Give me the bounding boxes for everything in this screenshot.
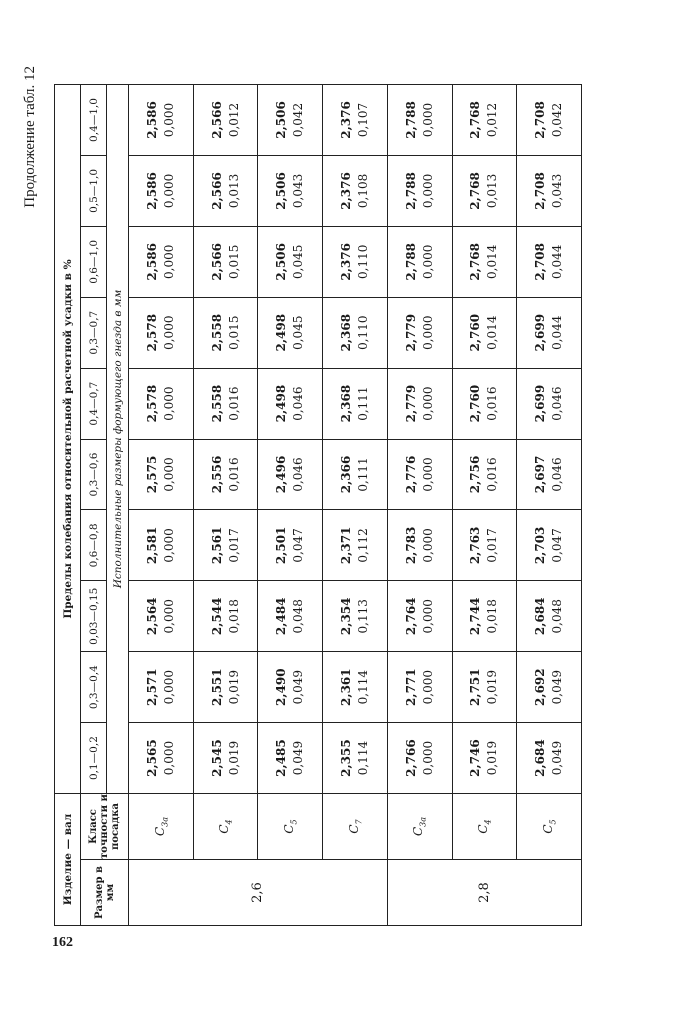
tolerance: 0,046 [550,386,565,421]
class-letter: C [540,824,555,834]
nominal-size: 2,376 [338,172,353,210]
tolerance: 0,015 [226,244,241,279]
nominal-size: 2,760 [468,384,483,423]
nominal-size: 2,485 [274,739,289,777]
nominal-size: 2,551 [209,668,224,706]
value-cell [193,85,258,156]
header-subheader: Исполнительные размеры формующего гнезда в мм [107,85,129,794]
size-cell: 2,8 [387,860,581,926]
class-letter: C [152,826,167,837]
header-range: 0,3—0,4 [81,652,107,723]
nominal-size: 2,756 [468,455,483,494]
nominal-size: 2,354 [338,597,353,636]
value-cell [517,439,582,510]
value-cell [387,85,452,156]
tolerance: 0,018 [485,599,500,634]
header-range: 0,6—0,8 [81,510,107,581]
tolerance: 0,013 [485,173,500,209]
class-letter: C [476,824,491,834]
tolerance: 0,049 [550,740,565,776]
tolerance: 0,111 [355,457,370,492]
tolerance: 0,000 [420,244,435,279]
table-row [258,85,323,926]
tolerance: 0,000 [161,740,176,776]
class-cell [517,794,582,860]
value-cell [323,723,388,794]
nominal-size: 2,586 [144,172,159,210]
class-cell [452,794,517,860]
value-cell [129,368,194,439]
class-cell [258,794,323,860]
tolerance: 0,016 [226,457,241,492]
value-cell [452,85,517,156]
nominal-size: 2,699 [533,313,548,352]
value-cell [193,581,258,652]
nominal-size: 2,484 [274,597,289,636]
value-cell [517,723,582,794]
nominal-size: 2,361 [338,668,353,706]
tolerance: 0,049 [291,740,306,776]
nominal-size: 2,760 [468,313,483,352]
tolerance: 0,114 [355,740,370,776]
tolerance: 0,014 [485,315,500,350]
tolerance: 0,110 [355,315,370,350]
tolerance: 0,000 [420,528,435,563]
nominal-size: 2,366 [338,455,353,494]
nominal-size: 2,708 [533,243,548,281]
nominal-size: 2,699 [533,384,548,423]
nominal-size: 2,768 [468,172,483,210]
tolerance: 0,045 [291,315,306,350]
nominal-size: 2,768 [468,243,483,281]
tolerance: 0,016 [226,386,241,421]
class-subscript: 7 [354,819,364,825]
header-size: Размер в мм [81,860,129,926]
tolerance: 0,042 [550,102,565,138]
value-cell [452,368,517,439]
tolerance: 0,000 [420,740,435,776]
tolerance: 0,000 [420,315,435,350]
value-cell [517,155,582,226]
nominal-size: 2,766 [403,739,418,777]
tolerance: 0,042 [291,102,306,138]
value-cell [129,510,194,581]
value-cell [129,439,194,510]
size-cell: 2,6 [129,860,388,926]
tolerance: 0,046 [291,386,306,421]
nominal-size: 2,586 [144,101,159,139]
value-cell [129,652,194,723]
header-range: 0,4—0,7 [81,368,107,439]
tolerance: 0,014 [485,244,500,279]
value-cell [387,652,452,723]
tolerance: 0,019 [226,669,241,705]
nominal-size: 2,788 [403,172,418,210]
page-number: 162 [52,935,73,950]
tolerance: 0,000 [420,457,435,492]
value-cell [452,510,517,581]
nominal-size: 2,788 [403,101,418,139]
tolerance: 0,017 [226,528,241,563]
tolerance: 0,012 [485,102,500,138]
value-cell [517,510,582,581]
value-cell [517,368,582,439]
table-body [129,85,582,926]
nominal-size: 2,783 [403,526,418,565]
value-cell [258,155,323,226]
tolerance: 0,019 [226,740,241,776]
value-cell [193,155,258,226]
value-cell [387,723,452,794]
nominal-size: 2,556 [209,455,224,494]
tolerance: 0,046 [291,457,306,492]
tolerance: 0,044 [550,244,565,279]
value-cell [258,439,323,510]
tolerance: 0,016 [485,386,500,421]
nominal-size: 2,768 [468,101,483,139]
nominal-size: 2,571 [144,668,159,706]
value-cell [323,226,388,297]
nominal-size: 2,581 [144,526,159,565]
tolerance: 0,019 [485,669,500,705]
tolerance: 0,000 [420,386,435,421]
tolerance: 0,000 [161,102,176,138]
value-cell [258,226,323,297]
class-cell [387,794,452,860]
class-subscript: 4 [224,819,234,825]
value-cell [129,85,194,156]
value-cell [387,368,452,439]
value-cell [452,155,517,226]
rotated-table-page [14,66,654,926]
nominal-size: 2,697 [533,455,548,494]
value-cell [258,85,323,156]
value-cell [129,226,194,297]
value-cell [517,652,582,723]
header-range: 0,03—0,15 [81,581,107,652]
nominal-size: 2,788 [403,243,418,281]
nominal-size: 2,498 [274,313,289,352]
value-cell [452,723,517,794]
nominal-size: 2,561 [209,526,224,565]
value-cell [387,510,452,581]
value-cell [387,439,452,510]
nominal-size: 2,498 [274,384,289,423]
nominal-size: 2,751 [468,668,483,706]
table-row [193,85,258,926]
table-caption: Продолжение табл. 12 [22,66,38,208]
value-cell [258,510,323,581]
nominal-size: 2,355 [338,739,353,777]
nominal-size: 2,708 [533,172,548,210]
nominal-size: 2,776 [403,455,418,494]
value-cell [452,652,517,723]
tolerance: 0,013 [226,173,241,209]
tolerance: 0,110 [355,244,370,279]
nominal-size: 2,692 [533,668,548,706]
tolerance: 0,000 [420,102,435,138]
table-row [387,85,452,926]
nominal-size: 2,506 [274,101,289,139]
value-cell [258,368,323,439]
value-cell [323,155,388,226]
tolerance: 0,000 [161,669,176,705]
nominal-size: 2,746 [468,739,483,777]
value-cell [323,368,388,439]
nominal-size: 2,779 [403,313,418,352]
value-cell [452,439,517,510]
tolerance: 0,114 [355,669,370,705]
value-cell [258,652,323,723]
tolerance: 0,017 [485,528,500,563]
value-cell [129,297,194,368]
nominal-size: 2,558 [209,384,224,423]
tolerance: 0,000 [161,315,176,350]
value-cell [452,581,517,652]
value-cell [517,581,582,652]
class-subscript: 3а [160,816,170,827]
nominal-size: 2,558 [209,313,224,352]
class-letter: C [217,824,232,834]
tolerance: 0,000 [420,599,435,634]
nominal-size: 2,575 [144,455,159,494]
value-cell [323,85,388,156]
nominal-size: 2,544 [209,597,224,636]
class-subscript: 3а [418,816,428,827]
value-cell [129,723,194,794]
value-cell [258,581,323,652]
class-cell [193,794,258,860]
value-cell [452,226,517,297]
value-cell [323,297,388,368]
header-class: Класс точности и посадка [81,794,129,860]
value-cell [323,581,388,652]
tolerance: 0,043 [550,173,565,209]
nominal-size: 2,703 [533,526,548,565]
tolerance: 0,049 [550,669,565,705]
nominal-size: 2,566 [209,243,224,281]
class-cell [129,794,194,860]
tolerance: 0,049 [291,669,306,705]
tolerance: 0,000 [420,669,435,705]
tolerance: 0,016 [485,457,500,492]
nominal-size: 2,501 [274,526,289,565]
value-cell [452,297,517,368]
value-cell [387,226,452,297]
value-cell [323,652,388,723]
value-cell [387,581,452,652]
nominal-size: 2,708 [533,101,548,139]
header-product: Изделие — вал [55,794,81,926]
nominal-size: 2,566 [209,172,224,210]
tolerance: 0,048 [291,599,306,634]
tolerance: 0,000 [161,528,176,563]
nominal-size: 2,565 [144,739,159,777]
header-range: 0,1—0,2 [81,723,107,794]
value-cell [193,652,258,723]
value-cell [517,226,582,297]
nominal-size: 2,586 [144,243,159,281]
tolerance: 0,019 [485,740,500,776]
value-cell [258,297,323,368]
value-cell [193,510,258,581]
tolerance: 0,012 [226,102,241,138]
table-row [452,85,517,926]
value-cell [193,297,258,368]
value-cell [258,723,323,794]
nominal-size: 2,506 [274,172,289,210]
nominal-size: 2,779 [403,384,418,423]
nominal-size: 2,684 [533,739,548,777]
class-letter: C [282,824,297,834]
header-range: 0,6—1,0 [81,226,107,297]
nominal-size: 2,566 [209,101,224,139]
class-letter: C [411,826,426,837]
tolerance: 0,000 [161,173,176,209]
value-cell [517,85,582,156]
nominal-size: 2,771 [403,668,418,706]
tolerance: 0,043 [291,173,306,209]
nominal-size: 2,368 [338,313,353,352]
tolerance: 0,044 [550,315,565,350]
tolerance: 0,000 [161,599,176,634]
class-subscript: 4 [483,819,493,825]
nominal-size: 2,506 [274,243,289,281]
class-cell [323,794,388,860]
value-cell [323,510,388,581]
nominal-size: 2,371 [338,526,353,565]
tolerance: 0,000 [161,244,176,279]
value-cell [193,368,258,439]
tolerance: 0,047 [291,528,306,563]
tolerance: 0,000 [161,386,176,421]
nominal-size: 2,368 [338,384,353,423]
value-cell [323,439,388,510]
value-cell [387,297,452,368]
nominal-size: 2,764 [403,597,418,636]
tolerance: 0,108 [355,173,370,209]
tolerance: 0,107 [355,102,370,138]
value-cell [129,581,194,652]
class-subscript: 5 [289,819,299,825]
value-cell [193,723,258,794]
tolerance: 0,047 [550,528,565,563]
value-cell [517,297,582,368]
table-row [129,85,194,926]
nominal-size: 2,744 [468,597,483,636]
table-row [517,85,582,926]
header-limits: Пределы колебания относительной расчетной усадки в % [55,85,81,794]
table-row [323,85,388,926]
tolerance: 0,111 [355,386,370,421]
tolerance: 0,046 [550,457,565,492]
header-range: 0,5—1,0 [81,155,107,226]
class-subscript: 5 [548,819,558,825]
nominal-size: 2,490 [274,668,289,706]
nominal-size: 2,578 [144,384,159,423]
nominal-size: 2,564 [144,597,159,636]
value-cell [193,439,258,510]
tolerance: 0,015 [226,315,241,350]
tolerance: 0,000 [420,173,435,209]
tolerance: 0,045 [291,244,306,279]
tolerance: 0,048 [550,599,565,634]
tolerance: 0,113 [355,599,370,634]
tolerance: 0,000 [161,457,176,492]
header-range: 0,3—0,6 [81,439,107,510]
header-range: 0,4—1,0 [81,85,107,156]
nominal-size: 2,684 [533,597,548,636]
nominal-size: 2,578 [144,313,159,352]
value-cell [193,226,258,297]
shrinkage-table [54,84,582,926]
nominal-size: 2,763 [468,526,483,565]
header-range: 0,3—0,7 [81,297,107,368]
value-cell [129,155,194,226]
tolerance: 0,018 [226,599,241,634]
nominal-size: 2,496 [274,455,289,494]
tolerance: 0,112 [355,528,370,563]
value-cell [387,155,452,226]
class-letter: C [346,824,361,834]
nominal-size: 2,376 [338,243,353,281]
nominal-size: 2,376 [338,101,353,139]
nominal-size: 2,545 [209,739,224,777]
